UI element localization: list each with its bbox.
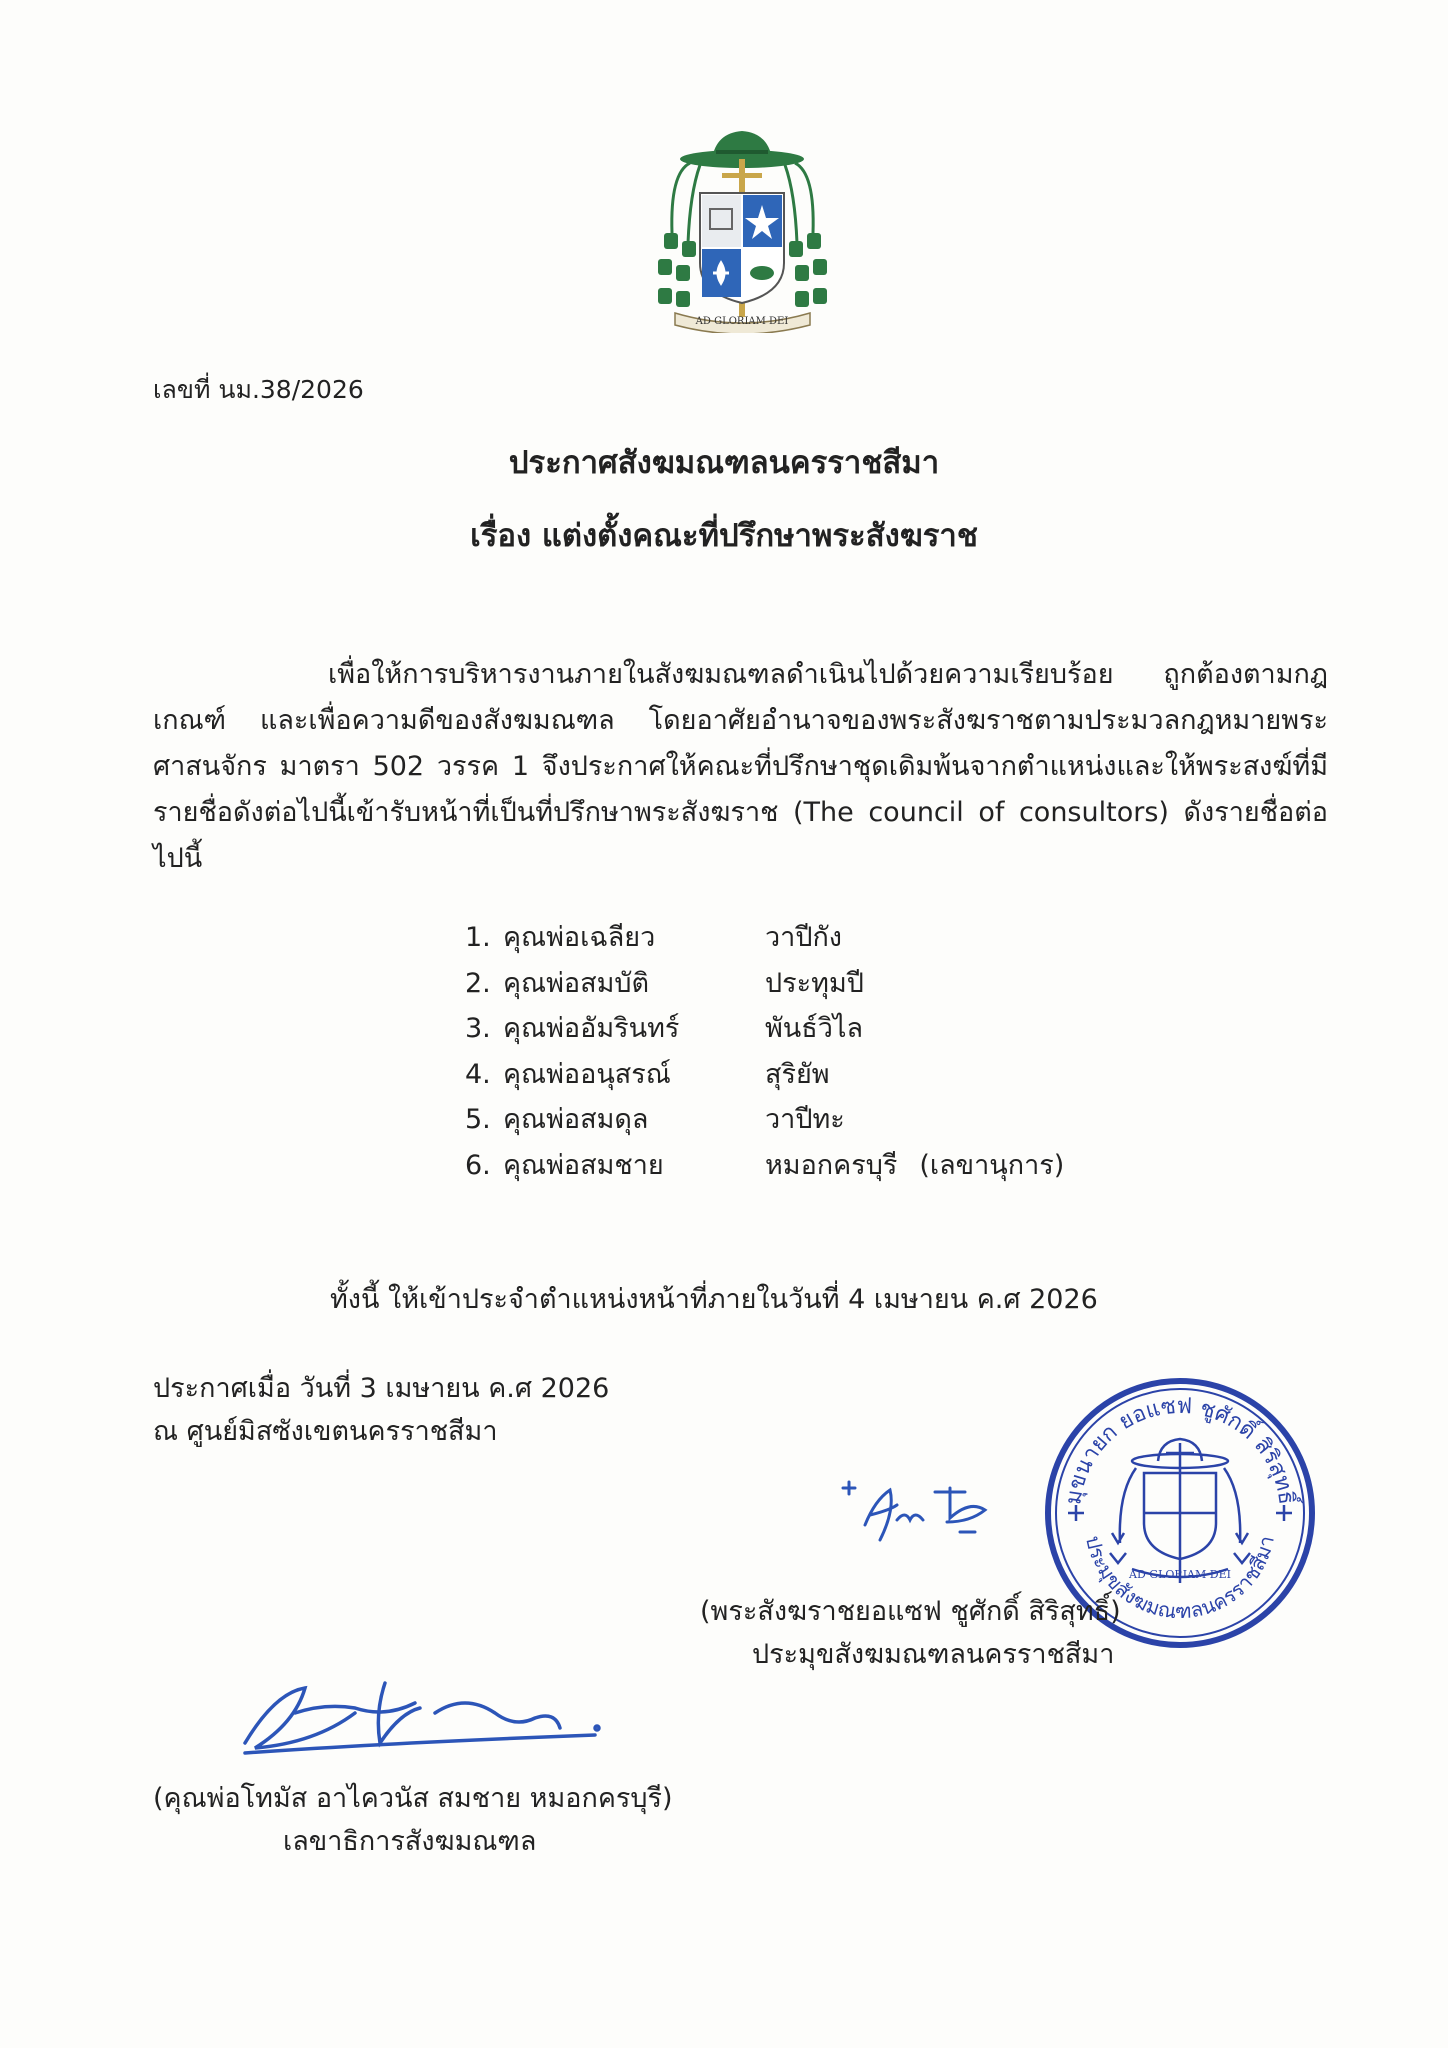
member-given-name: คุณพ่อสมบัติ xyxy=(503,967,650,999)
bishop-title: ประมุขสังฆมณฑลนครราชสีมา xyxy=(752,1639,1115,1670)
member-number: 4. xyxy=(465,1058,491,1090)
member-given-name: คุณพ่ออนุสรณ์ xyxy=(503,1058,671,1090)
announced-date: ประกาศเมื่อ วันที่ 3 เมษายน ค.ศ 2026 xyxy=(153,1373,610,1404)
secretary-signature xyxy=(235,1673,605,1768)
member-given-name: คุณพ่อสมดุล xyxy=(503,1104,649,1136)
body-paragraph: เพื่อให้การบริหารงานภายในสังฆมณฑลดำเนินไปด้วยความเรียบร้อย ถูกต้องตามกฎเกณฑ์ และเพื่อความดีของสังฆมณฑล โดยอาศัยอำนาจของพระสังฆราชตามประมวลกฎหมายพระศาสนจักร มาตรา 502 วรรค 1 จึงประกาศให้คณะที่ปรึกษาชุดเดิมพ้นจากตำแหน่งและให้พระสงฆ์ที่มีรายชื่อดังต่อไปนี้เข้ารับหน้าที่เป็นที่ปรึกษาพระสังฆราช (The council of consultors) ดังรายชื่อต่อไปนี้ xyxy=(153,659,1328,874)
effective-date-statement: ทั้งนี้ ให้เข้าประจำตำแหน่งหน้าที่ภายในวันที่ 4 เมษายน ค.ศ 2026 xyxy=(330,1284,1098,1315)
member-number: 6. xyxy=(465,1149,491,1181)
seal-text-top: มุขนายก ยอแซฟ ชูศักดิ์ สิริสุทธิ์ xyxy=(1061,1393,1299,1507)
member-row xyxy=(465,1052,1064,1098)
member-row xyxy=(465,915,1064,961)
member-surname: วาปีทะ xyxy=(765,1104,845,1136)
seal-text-bottom: ประมุขสังฆมณฑลนครราชสีมา xyxy=(1081,1533,1279,1624)
secretary-title: เลขาธิการสังฆมณฑล xyxy=(283,1826,537,1857)
member-surname: หมอกครบุรี xyxy=(765,1149,898,1181)
member-surname: สุริยัพ xyxy=(765,1058,830,1090)
member-surname: พันธ์วิไล xyxy=(765,1013,864,1045)
document-subject: เรื่อง แต่งตั้งคณะที่ปรึกษาพระสังฆราช xyxy=(470,518,978,554)
member-number: 3. xyxy=(465,1013,491,1045)
member-row xyxy=(465,1006,1064,1052)
member-row xyxy=(465,1143,1064,1189)
bishop-signature xyxy=(835,1470,1015,1560)
member-surname: ประทุมปี xyxy=(765,967,864,999)
member-row xyxy=(465,961,1064,1007)
member-list xyxy=(465,915,1064,1189)
member-note: (เลขานุการ) xyxy=(919,1149,1065,1181)
member-number: 5. xyxy=(465,1104,491,1136)
member-given-name: คุณพ่อสมชาย xyxy=(503,1149,664,1181)
member-surname: วาปีกัง xyxy=(765,922,842,953)
document-number: เลขที่ นม.38/2026 xyxy=(153,375,364,404)
member-row xyxy=(465,1097,1064,1143)
member-number: 2. xyxy=(465,967,491,999)
secretary-name: (คุณพ่อโทมัส อาไควนัส สมชาย หมอกครบุรี) xyxy=(153,1783,673,1814)
member-number: 1. xyxy=(465,922,491,953)
document-title: ประกาศสังฆมณฑลนครราชสีมา xyxy=(508,445,940,481)
coat-of-arms-logo xyxy=(650,123,835,333)
bishop-signatory-block xyxy=(700,1590,1121,1676)
member-given-name: คุณพ่อเฉลียว xyxy=(503,922,656,953)
secretary-signatory-block xyxy=(153,1777,673,1863)
bishop-name: (พระสังฆราชยอแซฟ ชูศักดิ์ สิริสุทธิ์) xyxy=(700,1596,1121,1627)
announced-place: ณ ศูนย์มิสซังเขตนครราชสีมา xyxy=(153,1416,498,1447)
member-given-name: คุณพ่ออัมรินทร์ xyxy=(503,1013,680,1045)
announcement-block xyxy=(153,1367,609,1453)
seal-motto: AD GLORIAM DEI xyxy=(1129,1568,1231,1581)
crest-motto: AD GLORIAM DEI xyxy=(695,316,789,327)
